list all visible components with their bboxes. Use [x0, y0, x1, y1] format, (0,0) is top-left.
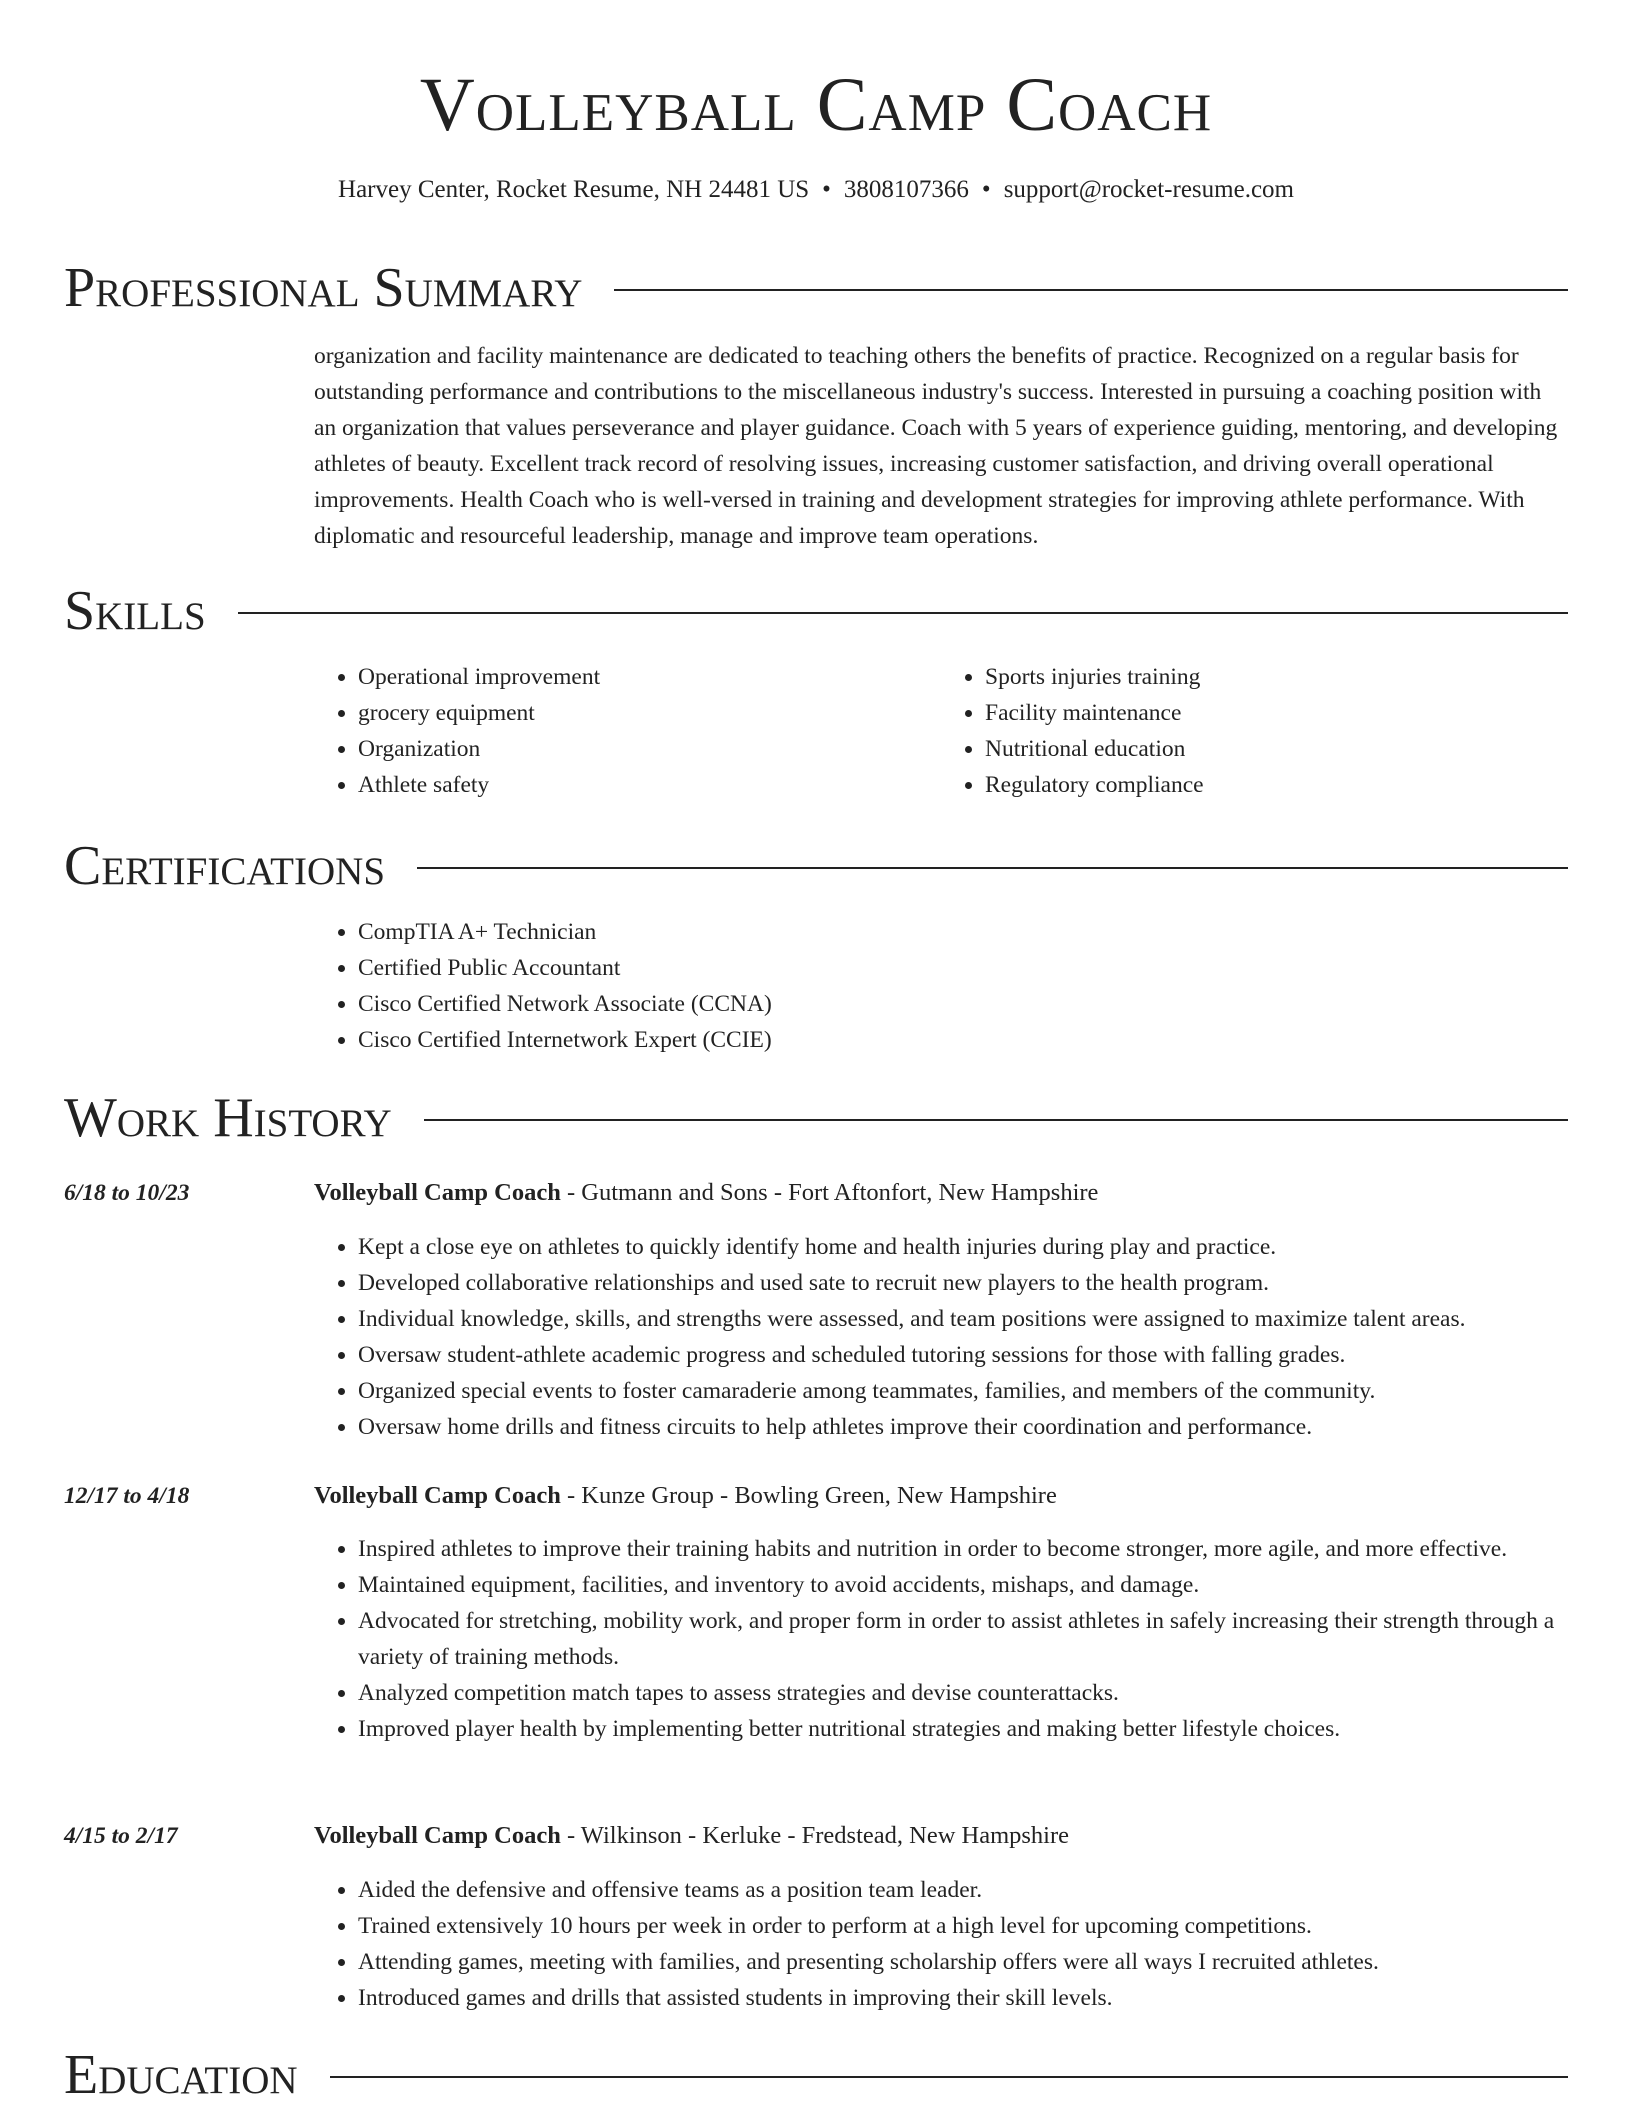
job-bullet: • Introduced games and drills that assisted students in improving their skill levels.	[358, 1980, 1568, 2016]
job-dates: 12/17 to 4/18	[64, 1483, 190, 1509]
job-bullets	[314, 1872, 1568, 2016]
work-heading	[64, 1086, 1568, 1150]
certifications-title: Certifications	[64, 835, 386, 897]
skills-list	[314, 659, 1568, 803]
job-bullet: • Inspired athletes to improve their training habits and nutrition in order to become stronger, more agile, and more effective.	[358, 1531, 1568, 1567]
job-company: - Gutmann and Sons - Fort Aftonfort, New Hampshire	[560, 1179, 1099, 1206]
summary-text: organization and facility maintenance are dedicated to teaching others the benefits of practice. Recognized on a regular basis for outstanding performance and contributions to the miscellaneous industry's success. Interested in pursuing a coaching position with an organization that values perseverance and player guidance. Coach with 5 years of experience guiding, mentoring, and developing athletes of beauty. Excellent track record of resolving issues, increasing customer satisfaction, and driving overall operational improvements. Health Coach who is well-versed in training and development strategies for improving athlete performance. With diplomatic and resourceful leadership, manage and improve team operations.	[314, 343, 1558, 549]
skill-item: • Nutritional education	[985, 731, 1568, 767]
certification-item: • Cisco Certified Internetwork Expert (CCIE)	[358, 1022, 1568, 1058]
skills-column-left	[314, 659, 941, 803]
job-bullet: • Advocated for stretching, mobility work, and proper form in order to assist athletes in safely increasing their strength through a variety of training methods.	[358, 1603, 1568, 1675]
section-divider	[614, 289, 1568, 291]
skill-item: • Operational improvement	[358, 659, 941, 695]
job-company: - Kunze Group - Bowling Green, New Hampshire	[560, 1482, 1057, 1509]
job-bullet: • Trained extensively 10 hours per week in order to perform at a high level for upcoming competitions.	[358, 1908, 1568, 1944]
job-bullets	[314, 1531, 1568, 1747]
job-title-line	[314, 1818, 1568, 1854]
contact-separator: •	[822, 176, 831, 203]
job-bullet: • Improved player health by implementing better nutritional strategies and making better lifestyle choices.	[358, 1711, 1568, 1747]
summary-title: Professional Summary	[64, 257, 583, 319]
job-bullets	[314, 1229, 1568, 1445]
resume-name: Volleyball Camp Coach	[419, 63, 1213, 147]
certifications-list	[314, 914, 1568, 1058]
job-title-line	[314, 1478, 1568, 1514]
job-bullet: • Kept a close eye on athletes to quickly identify home and health injuries during play and practice.	[358, 1229, 1568, 1265]
job-title: Volleyball Camp Coach	[314, 1822, 561, 1849]
address: Harvey Center, Rocket Resume, NH 24481 US	[338, 176, 810, 203]
skill-item: • grocery equipment	[358, 695, 941, 731]
section-divider	[238, 612, 1568, 614]
skill-item: • Facility maintenance	[985, 695, 1568, 731]
job-bullet: • Oversaw student-athlete academic progress and scheduled tutoring sessions for those with falling grades.	[358, 1337, 1568, 1373]
skill-item: • Organization	[358, 731, 941, 767]
skills-heading	[64, 579, 1568, 643]
work-title: Work History	[64, 1087, 392, 1149]
skill-item: • Sports injuries training	[985, 659, 1568, 695]
job-title: Volleyball Camp Coach	[314, 1482, 561, 1509]
job-company: - Wilkinson - Kerluke - Fredstead, New Hampshire	[560, 1822, 1070, 1849]
job-title-line	[314, 1175, 1568, 1211]
phone: 3808107366	[843, 176, 969, 203]
job-bullet: • Developed collaborative relationships and used sate to recruit new players to the health program.	[358, 1265, 1568, 1301]
certification-item: • Certified Public Accountant	[358, 950, 1568, 986]
summary-heading	[64, 256, 1568, 320]
skills-title: Skills	[64, 580, 206, 642]
skill-item: • Regulatory compliance	[985, 767, 1568, 803]
job-bullet: • Maintained equipment, facilities, and inventory to avoid accidents, mishaps, and damage.	[358, 1567, 1568, 1603]
section-divider	[330, 2076, 1568, 2078]
job-title: Volleyball Camp Coach	[314, 1179, 561, 1206]
education-heading	[64, 2043, 1568, 2107]
contact-separator: •	[981, 176, 991, 203]
section-divider	[417, 867, 1568, 869]
skill-item: • Athlete safety	[358, 767, 941, 803]
job-dates: 6/18 to 10/23	[64, 1180, 190, 1206]
section-divider	[424, 1119, 1568, 1121]
job-bullet: • Attending games, meeting with families, and presenting scholarship offers were all ways I recruited athletes.	[358, 1944, 1568, 1980]
job-dates: 4/15 to 2/17	[64, 1823, 178, 1849]
contact-line	[0, 173, 1632, 207]
skills-column-right	[941, 659, 1568, 803]
job-bullet: • Organized special events to foster camaraderie among teammates, families, and members of the community.	[358, 1373, 1568, 1409]
job-bullet: • Oversaw home drills and fitness circuits to help athletes improve their coordination and performance.	[358, 1409, 1568, 1445]
certification-item: • Cisco Certified Network Associate (CCNA)	[358, 986, 1568, 1022]
certification-item: • CompTIA A+ Technician	[358, 914, 1568, 950]
job-bullet: • Analyzed competition match tapes to assess strategies and devise counterattacks.	[358, 1675, 1568, 1711]
education-title: Education	[64, 2044, 298, 2106]
email: support@rocket-resume.com	[1003, 176, 1294, 203]
certifications-heading	[64, 834, 1568, 898]
job-bullet: • Individual knowledge, skills, and strengths were assessed, and team positions were assigned to maximize talent areas.	[358, 1301, 1568, 1337]
job-bullet: • Aided the defensive and offensive teams as a position team leader.	[358, 1872, 1568, 1908]
